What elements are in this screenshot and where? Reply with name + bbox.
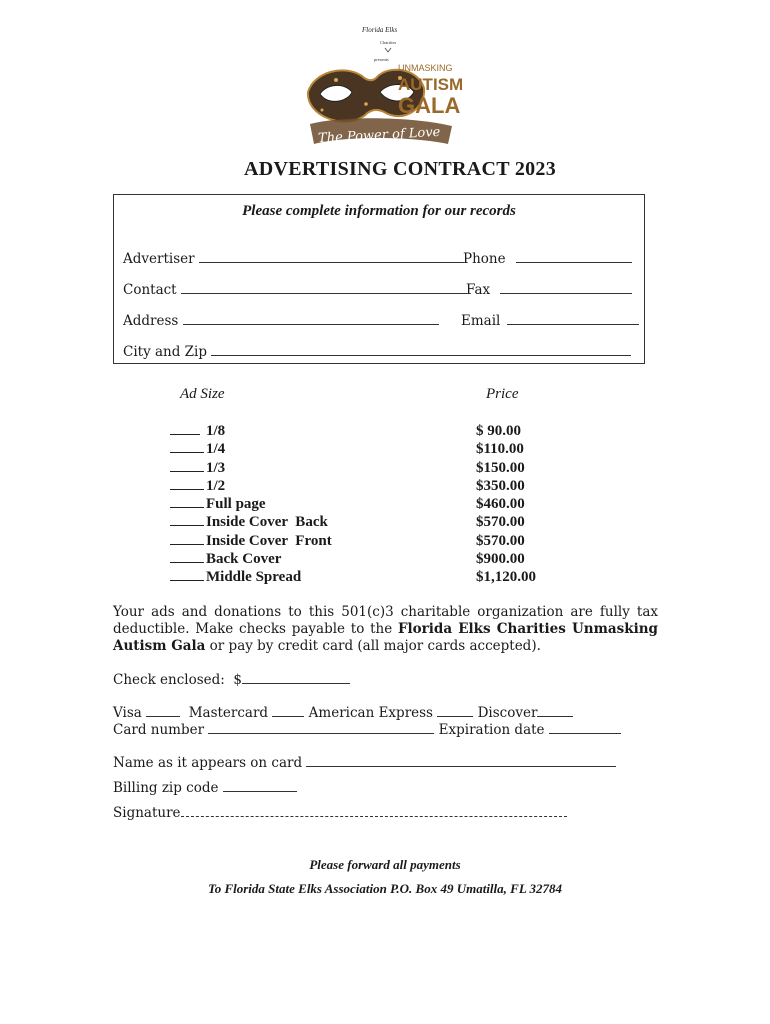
advertiser-label: Advertiser bbox=[123, 251, 195, 267]
city-zip-label: City and Zip bbox=[123, 344, 208, 360]
ad-size-list bbox=[170, 422, 332, 587]
ad-size-option[interactable] bbox=[170, 513, 332, 531]
price-header: Price bbox=[486, 386, 519, 402]
price-value: $460.00 bbox=[476, 496, 525, 513]
paragraph-text-2: or pay by credit card (all major cards accepted). bbox=[205, 638, 541, 654]
check-enclosed-label: Check enclosed: $ bbox=[113, 672, 243, 688]
signature-label: Signature bbox=[113, 805, 181, 821]
check-enclosed-field[interactable] bbox=[113, 672, 350, 688]
ad-size-label: 1/2 bbox=[206, 477, 226, 494]
email-field[interactable] bbox=[461, 313, 639, 329]
card-number-row bbox=[113, 722, 621, 738]
logo-line2: AUTISM bbox=[398, 75, 464, 94]
info-box-heading: Please complete information for our records bbox=[242, 203, 516, 219]
checkbox-line[interactable] bbox=[170, 440, 204, 453]
fax-field[interactable] bbox=[466, 282, 632, 298]
check-amount-line[interactable] bbox=[242, 673, 350, 684]
amex-label: American Express bbox=[308, 705, 433, 721]
email-input-line[interactable] bbox=[507, 314, 639, 325]
ad-size-option[interactable] bbox=[170, 422, 332, 440]
amex-line[interactable] bbox=[437, 706, 473, 717]
tax-deductible-paragraph bbox=[113, 604, 658, 655]
logo-top-text: Florida Elks bbox=[362, 26, 398, 34]
advertiser-info-box bbox=[113, 194, 645, 364]
price-value: $150.00 bbox=[476, 459, 525, 476]
price-value: $1,120.00 bbox=[476, 569, 536, 586]
ad-size-label: 1/8 bbox=[206, 423, 226, 439]
ad-size-label: 1/3 bbox=[206, 459, 226, 476]
ad-size-label: Inside Cover Front bbox=[206, 532, 332, 549]
billing-zip-field[interactable] bbox=[113, 780, 297, 796]
fax-label: Fax bbox=[466, 282, 491, 298]
name-on-card-line[interactable] bbox=[306, 756, 616, 767]
paragraph-text-1: Your ads and donations to this 501(c)3 charitable organization are fully tax deductible. Make checks payable to the bbox=[113, 604, 658, 637]
page-title: ADVERTISING CONTRACT 2023 bbox=[243, 158, 557, 180]
mask-logo-graphic bbox=[300, 20, 470, 155]
fax-input-line[interactable] bbox=[500, 283, 632, 294]
checkbox-line[interactable] bbox=[170, 550, 204, 563]
advertiser-input-line[interactable] bbox=[199, 252, 464, 263]
billing-zip-label: Billing zip code bbox=[113, 780, 219, 796]
mastercard-line[interactable] bbox=[272, 706, 304, 717]
discover-line[interactable] bbox=[537, 706, 573, 717]
checkbox-line[interactable] bbox=[170, 459, 204, 472]
checkbox-line[interactable] bbox=[170, 422, 200, 435]
city-zip-input-line[interactable] bbox=[211, 345, 631, 356]
logo-chevron-icon bbox=[385, 48, 391, 52]
logo-top-sub: Charities bbox=[380, 40, 397, 45]
ad-size-label: Inside Cover Back bbox=[206, 514, 328, 531]
advertiser-field[interactable] bbox=[123, 251, 464, 267]
signature-line[interactable] bbox=[181, 806, 567, 817]
logo-tagline: The Power of Love bbox=[317, 124, 441, 147]
email-label: Email bbox=[461, 313, 501, 329]
ad-size-option[interactable] bbox=[170, 568, 332, 586]
card-number-line[interactable] bbox=[208, 723, 434, 734]
address-label: Address bbox=[123, 313, 179, 329]
ad-size-option[interactable] bbox=[170, 459, 332, 477]
billing-zip-line[interactable] bbox=[223, 781, 297, 792]
discover-label: Discover bbox=[477, 705, 538, 721]
logo-line1: UNMASKING bbox=[398, 63, 453, 73]
price-value: $900.00 bbox=[476, 551, 525, 568]
payee-name: Florida Elks Charities Unmasking Autism Gala bbox=[113, 621, 658, 654]
ad-size-label: Back Cover bbox=[206, 551, 282, 568]
ad-size-option[interactable] bbox=[170, 477, 332, 495]
checkbox-line[interactable] bbox=[170, 477, 204, 490]
price-value: $570.00 bbox=[476, 532, 525, 549]
checkbox-line[interactable] bbox=[170, 513, 204, 526]
checkbox-line[interactable] bbox=[170, 495, 204, 508]
visa-line[interactable] bbox=[146, 706, 180, 717]
contact-input-line[interactable] bbox=[181, 283, 467, 294]
card-number-label: Card number bbox=[113, 722, 205, 738]
visa-label: Visa bbox=[113, 705, 142, 721]
contact-label: Contact bbox=[123, 282, 177, 298]
price-value: $350.00 bbox=[476, 477, 525, 494]
expiration-label: Expiration date bbox=[438, 722, 545, 738]
ad-size-option[interactable] bbox=[170, 440, 332, 458]
city-zip-field[interactable] bbox=[123, 344, 631, 360]
expiration-line[interactable] bbox=[549, 723, 621, 734]
checkbox-line[interactable] bbox=[170, 568, 204, 581]
gala-logo bbox=[300, 20, 470, 155]
footer-line-1: Please forward all payments bbox=[309, 857, 461, 872]
address-input-line[interactable] bbox=[183, 314, 439, 325]
name-on-card-field[interactable] bbox=[113, 755, 616, 771]
ad-size-option[interactable] bbox=[170, 550, 332, 568]
ad-size-label: Full page bbox=[206, 496, 266, 513]
price-value: $110.00 bbox=[476, 441, 524, 458]
phone-label: Phone bbox=[463, 251, 506, 267]
name-on-card-label: Name as it appears on card bbox=[113, 755, 303, 771]
price-value: $ 90.00 bbox=[476, 423, 521, 439]
price-value: $570.00 bbox=[476, 514, 525, 531]
phone-field[interactable] bbox=[463, 251, 632, 267]
ad-size-label: 1/4 bbox=[206, 441, 226, 458]
card-type-row bbox=[113, 705, 573, 721]
price-list bbox=[476, 422, 536, 587]
ad-size-label: Middle Spread bbox=[206, 569, 302, 586]
ad-size-header: Ad Size bbox=[180, 386, 225, 402]
ad-size-option[interactable] bbox=[170, 495, 332, 513]
logo-presents: presents bbox=[374, 57, 389, 62]
footer-line-2: To Florida State Elks Association P.O. Box 49 Umatilla, FL 32784 bbox=[207, 881, 563, 896]
logo-line3: GALA bbox=[398, 93, 461, 118]
phone-input-line[interactable] bbox=[516, 252, 632, 263]
contact-field[interactable] bbox=[123, 282, 467, 298]
checkbox-line[interactable] bbox=[170, 532, 204, 545]
address-field[interactable] bbox=[123, 313, 439, 329]
signature-field[interactable] bbox=[113, 805, 567, 821]
mastercard-label: Mastercard bbox=[188, 705, 269, 721]
ad-size-option[interactable] bbox=[170, 532, 332, 550]
